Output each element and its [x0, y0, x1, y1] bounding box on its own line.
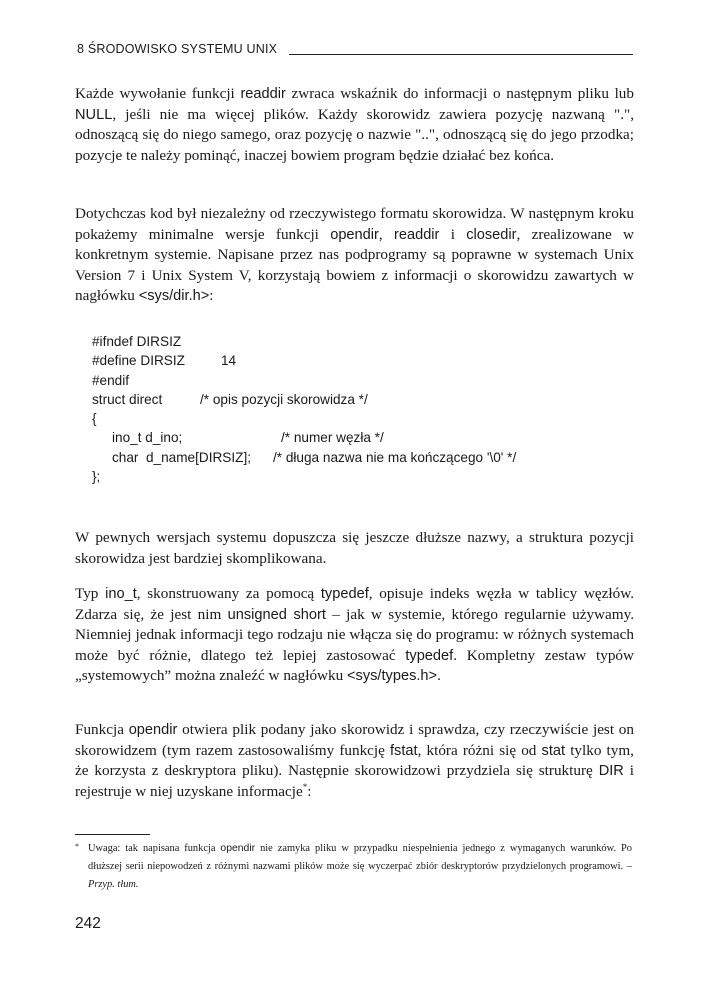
- code-term: opendir: [330, 226, 379, 243]
- paragraph-ino-t: [75, 584, 634, 687]
- code-term: ino_t: [105, 586, 137, 602]
- paragraph-longer-names: [75, 528, 634, 569]
- code-term: <sys/dir.h>: [138, 288, 210, 304]
- text: Każde wywołanie funkcji: [75, 85, 241, 102]
- chapter-title: 8 ŚRODOWISKO SYSTEMU UNIX: [77, 42, 278, 56]
- running-header: [77, 40, 633, 60]
- footnote-rule: [75, 834, 150, 835]
- footnote-body: [75, 840, 632, 894]
- text: :: [209, 287, 214, 304]
- header-rule: [289, 54, 633, 55]
- text: i rejestruje w niej uzyskane informacje: [75, 762, 634, 800]
- text: , która różni się od: [417, 741, 542, 759]
- text: tylko tym, że korzysta z deskryptora pliku). Następnie skorowidzowi przydziela się strukturę: [75, 741, 634, 779]
- code-term: DIR: [598, 763, 624, 779]
- text: W pewnych wersjach systemu dopuszcza się jeszcze dłuższe nazwy, a struktura pozycji skorowidza jest bardziej skomplikowana.: [75, 529, 634, 567]
- code-term: opendir: [220, 843, 256, 854]
- paragraph-directory-format: [75, 204, 634, 307]
- code-term: typedef: [320, 586, 369, 602]
- code-term: readdir: [393, 226, 440, 243]
- text: .: [437, 667, 441, 684]
- text: nie zamyka pliku w przypadku niespełnienia jednego z wymaganych warunków. Po dłuższej serii niepowodzeń z różnymi nazwami plików może się wyczerpać zbiór deskryptorów przydzielonych programowi. –: [88, 843, 632, 872]
- text: Uwaga: tak napisana funkcja: [88, 843, 221, 854]
- text: i: [439, 225, 467, 243]
- paragraph-readdir: [75, 84, 634, 166]
- code-term: NULL: [75, 106, 113, 123]
- page-number: 242: [75, 915, 101, 932]
- text: Dotychczas kod był niezależny od rzeczywistego formatu skorowidza. W następnym kroku pokażemy minimalne wersje funkcji: [75, 205, 634, 243]
- footnote-mark: *: [75, 842, 79, 851]
- code-term: unsigned short: [227, 606, 326, 623]
- text: – jak w systemie, którego regularnie używamy. Niemniej jednak informacji tego rodzaju nie włącza się do programu: w różnych systemach może być różnie, dlatego też lepiej zastosować: [75, 605, 634, 664]
- code-term: readdir: [240, 86, 286, 102]
- code-term: fstat: [390, 742, 418, 759]
- footnote-reference: *: [302, 781, 308, 792]
- text: , zrealizowane w konkretnym systemie. Napisane przez nas podprogramy są poprawne w systemach Unix Version 7 i Unix System V, korzystają bowiem z informacji o skorowidzu zawartych w nagłówku: [75, 225, 634, 304]
- paragraph-opendir: [75, 720, 634, 802]
- text: Funkcja: [75, 721, 129, 738]
- text: . Kompletny zestaw typów „systemowych” można znaleźć w nagłówku: [75, 646, 634, 684]
- code-term: stat: [541, 742, 566, 759]
- translator-note: Przyp. tłum.: [88, 879, 139, 890]
- text: zwraca wskaźnik do informacji o następnym pliku lub: [285, 85, 634, 102]
- text: , jeśli nie ma więcej plików. Każdy skorowidz zawiera pozycję nazwaną ".", odnoszącą się do niego samego, oraz pozycję o nazwie "..", odnoszącą się do jego przodka; pozycje te należy pominąć, inaczej bowiem program będzie działać bez końca.: [75, 105, 634, 164]
- code-term: typedef: [405, 647, 454, 664]
- footnote: [75, 840, 632, 894]
- text: , opisuje indeks węzła w tablicy węzłów. Zdarza się, że jest nim: [75, 585, 634, 623]
- text: otwiera plik podany jako skorowidz i sprawdza, czy rzeczywiście jest on skorowidzem (tym razem zastosowaliśmy funkcję: [75, 721, 634, 759]
- code-term: closedir: [466, 226, 517, 243]
- text: ,: [378, 225, 394, 243]
- text: Typ: [75, 585, 106, 602]
- text: , skonstruowany za pomocą: [136, 585, 321, 602]
- code-term: opendir: [128, 722, 178, 738]
- code-term: <sys/types.h>: [347, 668, 438, 684]
- text: :: [307, 782, 312, 800]
